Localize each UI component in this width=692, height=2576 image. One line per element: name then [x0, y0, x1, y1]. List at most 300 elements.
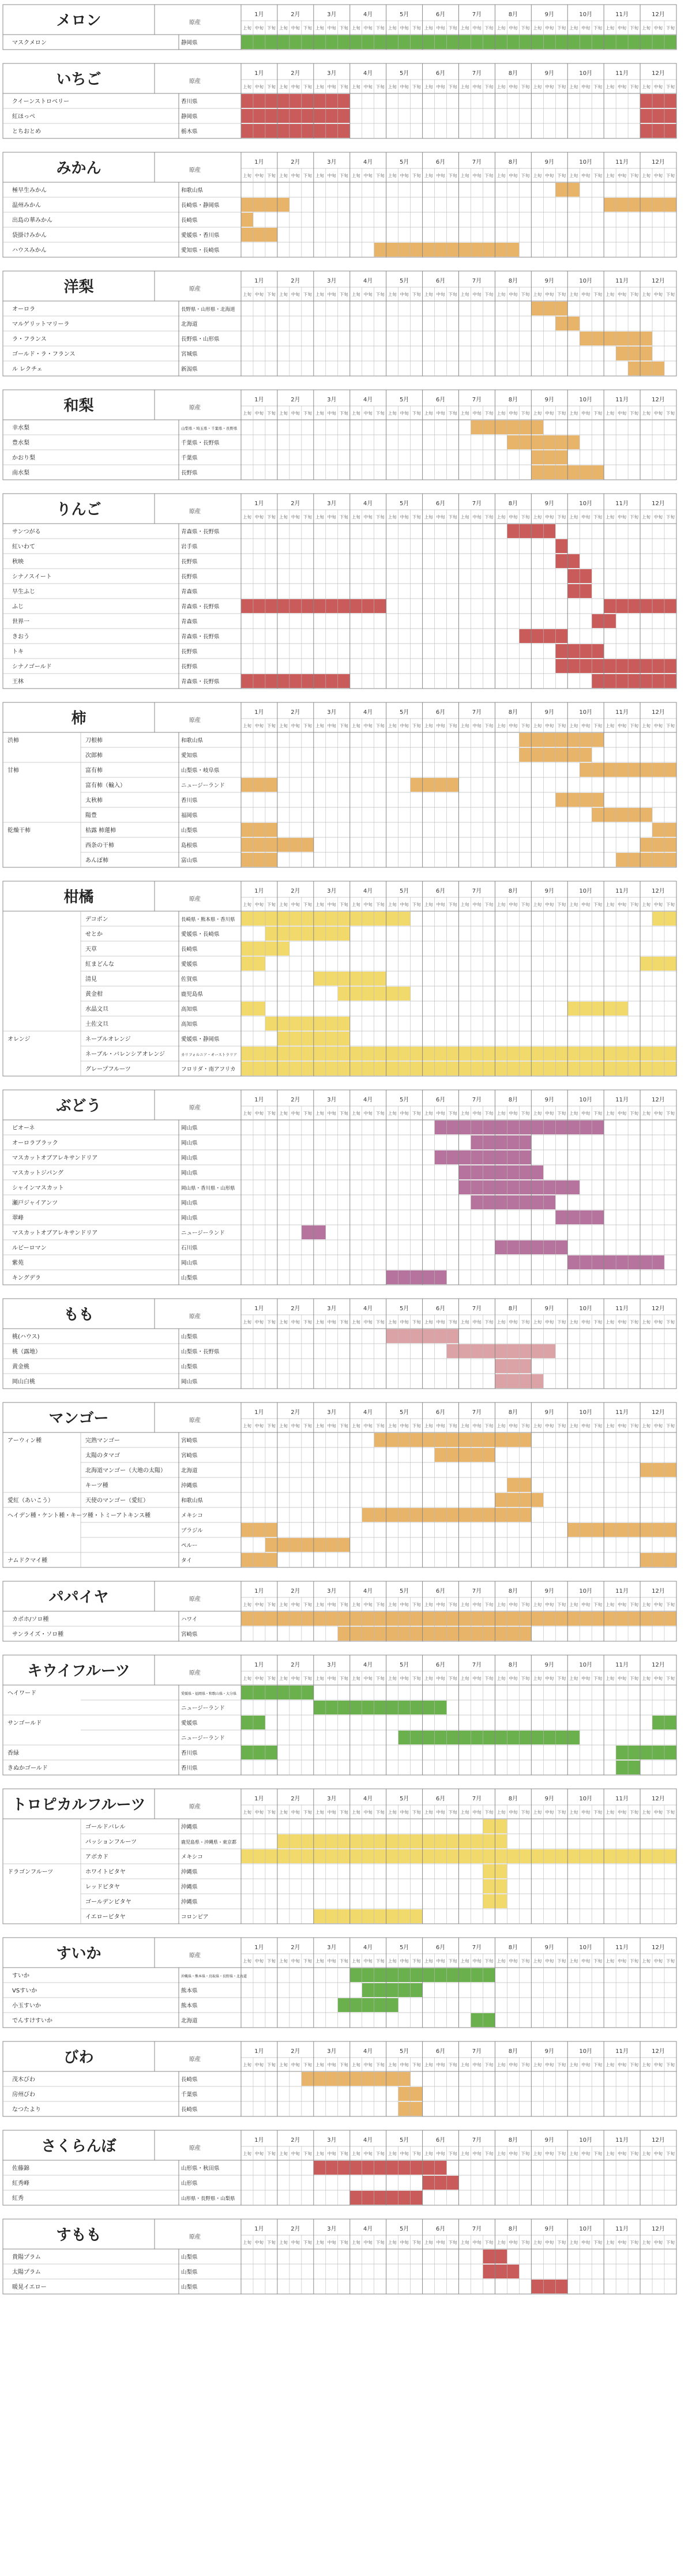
period-label: 上旬	[460, 2151, 469, 2156]
period-label: 中旬	[436, 411, 445, 416]
period-label: 上旬	[242, 2062, 251, 2067]
period-label: 下旬	[484, 25, 494, 31]
period-label: 下旬	[448, 2240, 457, 2245]
row-fruit-name: ゴールデンピタヤ	[85, 1899, 131, 1905]
period-label: 中旬	[545, 411, 554, 416]
row-origin: ニュージーランド	[181, 1705, 225, 1712]
month-label: 9月	[544, 1796, 554, 1802]
month-label: 5月	[399, 2226, 409, 2232]
period-label: 上旬	[315, 2240, 324, 2245]
period-label: 上旬	[424, 723, 433, 728]
period-label: 上旬	[460, 2062, 469, 2067]
season-bar	[314, 1701, 447, 1714]
month-label: 1月	[254, 70, 264, 77]
row-fruit-name: イエローピタヤ	[85, 1914, 126, 1920]
month-label: 8月	[508, 2137, 518, 2143]
month-label: 12月	[652, 1796, 665, 1802]
month-label: 12月	[652, 2226, 665, 2232]
period-label: 上旬	[351, 84, 360, 89]
period-label: 中旬	[472, 2062, 482, 2067]
period-label: 中旬	[618, 173, 627, 178]
month-label: 3月	[327, 278, 337, 284]
season-bar	[616, 1746, 676, 1759]
row-fruit-name: レッドピタヤ	[85, 1884, 120, 1890]
period-label: 中旬	[509, 1810, 518, 1815]
period-label: 上旬	[388, 902, 397, 907]
period-label: 上旬	[424, 2240, 433, 2245]
period-label: 下旬	[521, 723, 530, 728]
period-label: 下旬	[266, 2062, 276, 2067]
period-label: 中旬	[363, 1111, 373, 1116]
period-label: 下旬	[484, 1958, 494, 1964]
month-label: 8月	[508, 1306, 518, 1312]
month-label: 10月	[579, 1097, 593, 1103]
period-label: 中旬	[509, 292, 518, 297]
period-label: 下旬	[557, 2062, 566, 2067]
period-label: 中旬	[291, 1423, 300, 1428]
period-label: 上旬	[497, 25, 506, 31]
period-label: 中旬	[254, 173, 264, 178]
period-label: 中旬	[618, 1602, 627, 1607]
period-label: 上旬	[569, 84, 578, 89]
period-label: 上旬	[533, 2062, 542, 2067]
period-label: 中旬	[654, 2240, 663, 2245]
period-label: 上旬	[606, 1958, 615, 1964]
period-label: 中旬	[509, 1676, 518, 1681]
period-label: 下旬	[630, 1602, 639, 1607]
month-label: 8月	[508, 1097, 518, 1103]
month-label: 9月	[544, 1306, 554, 1312]
month-label: 2月	[291, 159, 300, 166]
row-group-label: アーウィン種	[7, 1438, 42, 1444]
row-origin: 沖縄県・熊本県・鳥取県・長野県・北海道	[181, 1975, 247, 1979]
period-label: 上旬	[424, 292, 433, 297]
month-label: 11月	[615, 2137, 629, 2143]
row-fruit-name: サンライズ・ソロ種	[12, 1631, 64, 1638]
period-label: 上旬	[424, 902, 433, 907]
period-label: 上旬	[351, 1676, 360, 1681]
period-label: 上旬	[388, 2240, 397, 2245]
period-label: 中旬	[327, 1423, 336, 1428]
month-label: 11月	[615, 501, 629, 507]
month-label: 3月	[327, 888, 337, 894]
month-label: 2月	[291, 709, 300, 716]
period-label: 下旬	[557, 2240, 566, 2245]
period-label: 下旬	[375, 84, 385, 89]
period-label: 中旬	[581, 1602, 591, 1607]
row-fruit-name: 紅秀峰	[12, 2180, 29, 2187]
period-label: 中旬	[400, 1958, 409, 1964]
period-label: 中旬	[291, 1676, 300, 1681]
month-label: 2月	[291, 501, 300, 507]
period-label: 中旬	[581, 84, 591, 89]
period-label: 中旬	[363, 902, 373, 907]
row-group-label: サンゴールド	[7, 1720, 42, 1727]
period-label: 上旬	[497, 1810, 506, 1815]
period-label: 上旬	[315, 723, 324, 728]
season-bar	[241, 109, 350, 123]
month-label: 10月	[579, 397, 593, 403]
period-label: 下旬	[593, 1111, 603, 1116]
row-origin: 熊本県	[181, 1988, 198, 1994]
season-bar	[241, 1553, 277, 1567]
row-origin: 愛媛県	[181, 961, 198, 968]
period-label: 下旬	[666, 1958, 675, 1964]
period-label: 上旬	[242, 902, 251, 907]
period-label: 上旬	[642, 2062, 651, 2067]
period-label: 下旬	[412, 2062, 421, 2067]
row-fruit-name: 暖晃イエロー	[12, 2284, 47, 2291]
period-label: 下旬	[339, 1958, 348, 1964]
row-origin: 山梨県・岐阜県	[181, 768, 220, 774]
row-origin: 香川県	[181, 99, 198, 105]
row-origin: 長野県・山形県・北海道	[181, 307, 235, 313]
period-label: 上旬	[242, 173, 251, 178]
section-title: 柑橘	[63, 889, 94, 906]
period-label: 下旬	[448, 2062, 457, 2067]
month-label: 1月	[254, 159, 264, 166]
period-label: 上旬	[388, 2062, 397, 2067]
period-label: 中旬	[363, 2151, 373, 2156]
row-group-label: 愛紅（あいこう）	[7, 1498, 54, 1504]
month-label: 7月	[472, 2226, 482, 2232]
period-label: 下旬	[266, 1958, 276, 1964]
season-bar	[241, 1746, 277, 1759]
month-label: 12月	[652, 1306, 665, 1312]
row-origin: 山梨県	[181, 1364, 198, 1370]
period-label: 上旬	[388, 1423, 397, 1428]
period-label: 下旬	[303, 1111, 312, 1116]
row-origin: 長野県	[181, 559, 198, 565]
period-label: 上旬	[533, 25, 542, 31]
month-label: 3月	[327, 2226, 337, 2232]
season-bar	[531, 302, 567, 315]
month-label: 10月	[579, 1409, 593, 1416]
month-label: 1月	[254, 709, 264, 716]
period-label: 上旬	[642, 411, 651, 416]
season-bar	[616, 853, 676, 867]
row-origin: 岡山県	[181, 1170, 198, 1176]
month-label: 11月	[615, 397, 629, 403]
month-label: 8月	[508, 709, 518, 716]
period-label: 下旬	[666, 1602, 675, 1607]
period-label: 下旬	[557, 84, 566, 89]
period-label: 中旬	[618, 411, 627, 416]
month-label: 9月	[544, 1097, 554, 1103]
period-label: 中旬	[254, 25, 264, 31]
period-label: 下旬	[666, 2240, 675, 2245]
period-label: 中旬	[254, 1810, 264, 1815]
period-label: 中旬	[509, 902, 518, 907]
month-label: 10月	[579, 159, 593, 166]
month-label: 10月	[579, 888, 593, 894]
period-label: 中旬	[400, 1319, 409, 1325]
period-label: 中旬	[581, 2151, 591, 2156]
month-label: 12月	[652, 159, 665, 166]
period-label: 中旬	[509, 1111, 518, 1116]
month-label: 11月	[615, 1306, 629, 1312]
period-label: 中旬	[291, 1810, 300, 1815]
row-group-label: 甘柿	[7, 768, 19, 774]
period-label: 下旬	[666, 411, 675, 416]
period-label: 下旬	[630, 25, 639, 31]
row-origin: 富山県	[181, 858, 198, 864]
period-label: 下旬	[666, 1676, 675, 1681]
row-fruit-name: マスカットオブアレキサンドリア	[12, 1155, 98, 1161]
month-label: 4月	[363, 70, 373, 77]
month-label: 12月	[652, 1409, 665, 1416]
month-label: 3月	[327, 1796, 337, 1802]
row-fruit-name: 枯露 柿蓮柿	[85, 828, 116, 834]
period-label: 下旬	[303, 411, 312, 416]
origin-header-label: 原産	[189, 78, 201, 85]
month-label: 3月	[327, 2048, 337, 2055]
period-label: 下旬	[521, 1958, 530, 1964]
period-label: 中旬	[581, 411, 591, 416]
month-label: 4月	[363, 2048, 373, 2055]
period-label: 下旬	[339, 723, 348, 728]
period-label: 下旬	[666, 2062, 675, 2067]
period-label: 中旬	[654, 84, 663, 89]
period-label: 上旬	[569, 1958, 578, 1964]
month-label: 5月	[399, 2137, 409, 2143]
period-label: 中旬	[291, 1111, 300, 1116]
season-bar	[241, 228, 277, 242]
period-label: 中旬	[654, 173, 663, 178]
period-label: 上旬	[497, 1423, 506, 1428]
period-label: 中旬	[291, 723, 300, 728]
row-fruit-name: 完熟マンゴー	[85, 1438, 120, 1444]
period-label: 中旬	[545, 1958, 554, 1964]
season-bar	[241, 778, 277, 792]
month-label: 8月	[508, 1796, 518, 1802]
period-label: 上旬	[388, 1111, 397, 1116]
month-label: 1月	[254, 278, 264, 284]
month-label: 6月	[435, 12, 446, 18]
row-origin: 青森県	[181, 619, 198, 625]
period-label: 下旬	[303, 1958, 312, 1964]
row-origin: ブラジル	[181, 1528, 203, 1534]
period-label: 下旬	[666, 723, 675, 728]
month-label: 3月	[327, 501, 337, 507]
period-label: 下旬	[557, 292, 566, 297]
period-label: 下旬	[630, 292, 639, 297]
section-title: すいか	[56, 1945, 101, 1962]
period-label: 下旬	[375, 292, 385, 297]
row-fruit-name: 房州びわ	[12, 2092, 35, 2098]
row-fruit-name: 太陽プラム	[12, 2269, 41, 2276]
month-label: 5月	[399, 888, 409, 894]
month-label: 12月	[652, 1945, 665, 1951]
period-label: 中旬	[363, 514, 373, 520]
period-label: 下旬	[521, 2240, 530, 2245]
period-label: 下旬	[557, 902, 566, 907]
season-bar	[362, 1983, 423, 1997]
row-group-label: 渋柿	[7, 738, 19, 744]
period-label: 下旬	[266, 25, 276, 31]
period-label: 下旬	[412, 1958, 421, 1964]
period-label: 上旬	[351, 2240, 360, 2245]
period-label: 下旬	[557, 1423, 566, 1428]
period-label: 上旬	[533, 723, 542, 728]
period-label: 上旬	[279, 411, 288, 416]
period-label: 中旬	[363, 1810, 373, 1815]
month-label: 12月	[652, 501, 665, 507]
row-origin: 和歌山県	[181, 738, 204, 744]
month-label: 5月	[399, 1409, 409, 1416]
period-label: 中旬	[327, 1810, 336, 1815]
month-label: 10月	[579, 1945, 593, 1951]
period-label: 下旬	[630, 2151, 639, 2156]
season-bar	[374, 1433, 532, 1447]
period-label: 中旬	[436, 1676, 445, 1681]
period-label: 中旬	[581, 1319, 591, 1325]
period-label: 上旬	[642, 1958, 651, 1964]
period-label: 下旬	[303, 292, 312, 297]
period-label: 下旬	[484, 1423, 494, 1428]
month-label: 12月	[652, 278, 665, 284]
row-origin: 沖縄県	[181, 1899, 198, 1905]
month-label: 9月	[544, 2137, 554, 2143]
period-label: 上旬	[279, 2151, 288, 2156]
month-label: 4月	[363, 397, 373, 403]
period-label: 下旬	[484, 2240, 494, 2245]
period-label: 中旬	[327, 173, 336, 178]
row-origin: 新潟県	[181, 366, 198, 373]
period-label: 上旬	[388, 2151, 397, 2156]
period-label: 上旬	[315, 514, 324, 520]
period-label: 下旬	[630, 902, 639, 907]
period-label: 上旬	[642, 2240, 651, 2245]
section-title: もも	[63, 1306, 94, 1323]
period-label: 上旬	[460, 1810, 469, 1815]
row-fruit-name: グレープフルーツ	[85, 1066, 131, 1073]
period-label: 中旬	[472, 2240, 482, 2245]
row-fruit-name: 紅秀	[12, 2195, 24, 2202]
period-label: 中旬	[254, 902, 264, 907]
period-label: 中旬	[291, 25, 300, 31]
period-label: 中旬	[291, 1319, 300, 1325]
row-origin: 山形県・秋田県	[181, 2165, 220, 2172]
month-label: 11月	[615, 1588, 629, 1595]
period-label: 上旬	[242, 723, 251, 728]
row-fruit-name: せとか	[85, 931, 103, 938]
period-label: 上旬	[351, 1810, 360, 1815]
period-label: 上旬	[315, 2151, 324, 2156]
period-label: 中旬	[618, 84, 627, 89]
row-fruit-name: アボカド	[85, 1854, 108, 1860]
month-label: 12月	[652, 1588, 665, 1595]
month-label: 4月	[363, 1588, 373, 1595]
period-label: 中旬	[327, 2062, 336, 2067]
period-label: 上旬	[351, 1423, 360, 1428]
period-label: 下旬	[521, 902, 530, 907]
row-fruit-name: ネーブルオレンジ	[85, 1036, 131, 1043]
period-label: 下旬	[521, 1423, 530, 1428]
row-origin: 和歌山県	[181, 1498, 204, 1504]
row-origin: 長崎県	[181, 2107, 198, 2113]
period-label: 上旬	[242, 25, 251, 31]
period-label: 上旬	[460, 1602, 469, 1607]
period-label: 中旬	[400, 84, 409, 89]
period-label: 下旬	[339, 1676, 348, 1681]
month-label: 2月	[291, 70, 300, 77]
period-label: 下旬	[557, 514, 566, 520]
season-bar	[277, 1834, 507, 1848]
period-label: 下旬	[375, 1602, 385, 1607]
row-origin: 長崎県・熊本県・香川県	[181, 917, 235, 923]
month-label: 6月	[435, 2226, 446, 2232]
period-label: 上旬	[533, 84, 542, 89]
period-label: 上旬	[606, 1111, 615, 1116]
row-fruit-name: 袋掛けみかん	[12, 232, 47, 239]
row-fruit-name: キーツ種	[85, 1483, 108, 1489]
period-label: 上旬	[424, 25, 433, 31]
period-label: 中旬	[654, 1676, 663, 1681]
period-label: 上旬	[315, 84, 324, 89]
month-label: 5月	[399, 1097, 409, 1103]
period-label: 中旬	[545, 292, 554, 297]
month-label: 4月	[363, 1409, 373, 1416]
period-label: 上旬	[242, 411, 251, 416]
period-label: 中旬	[654, 1111, 663, 1116]
period-label: 中旬	[254, 2151, 264, 2156]
row-origin: 山梨県	[181, 1275, 198, 1281]
month-label: 7月	[472, 501, 482, 507]
row-fruit-name: ゴールドバレル	[85, 1824, 126, 1830]
month-label: 8月	[508, 888, 518, 894]
row-origin: 和歌山県	[181, 187, 204, 194]
period-label: 下旬	[266, 411, 276, 416]
period-label: 下旬	[630, 1111, 639, 1116]
month-label: 12月	[652, 888, 665, 894]
month-label: 5月	[399, 159, 409, 166]
period-label: 中旬	[581, 292, 591, 297]
period-label: 下旬	[630, 723, 639, 728]
section-title: 洋梨	[63, 279, 94, 296]
season-bar	[435, 1448, 495, 1462]
row-origin: 香川県	[181, 798, 198, 804]
period-label: 中旬	[400, 1810, 409, 1815]
period-label: 下旬	[412, 84, 421, 89]
period-label: 下旬	[266, 2240, 276, 2245]
month-label: 11月	[615, 159, 629, 166]
period-label: 中旬	[545, 1602, 554, 1607]
month-label: 5月	[399, 501, 409, 507]
month-label: 6月	[435, 1097, 446, 1103]
period-label: 上旬	[351, 1111, 360, 1116]
row-origin: 山梨県	[181, 2269, 198, 2276]
period-label: 上旬	[315, 292, 324, 297]
month-label: 8月	[508, 1409, 518, 1416]
period-label: 下旬	[303, 173, 312, 178]
period-label: 上旬	[569, 2062, 578, 2067]
season-bar	[265, 1017, 350, 1031]
row-fruit-name: オーロラブラック	[12, 1140, 58, 1146]
row-origin: 山梨県・長野県	[181, 1349, 220, 1355]
month-label: 3月	[327, 397, 337, 403]
row-origin: 愛知県・長崎県	[181, 247, 220, 254]
period-label: 中旬	[654, 292, 663, 297]
origin-header-label: 原産	[189, 2145, 201, 2152]
period-label: 上旬	[497, 173, 506, 178]
period-label: 下旬	[593, 1602, 603, 1607]
period-label: 上旬	[497, 1676, 506, 1681]
season-bar	[640, 838, 676, 852]
period-label: 上旬	[460, 1423, 469, 1428]
season-bar	[423, 2176, 459, 2190]
period-label: 中旬	[291, 2240, 300, 2245]
